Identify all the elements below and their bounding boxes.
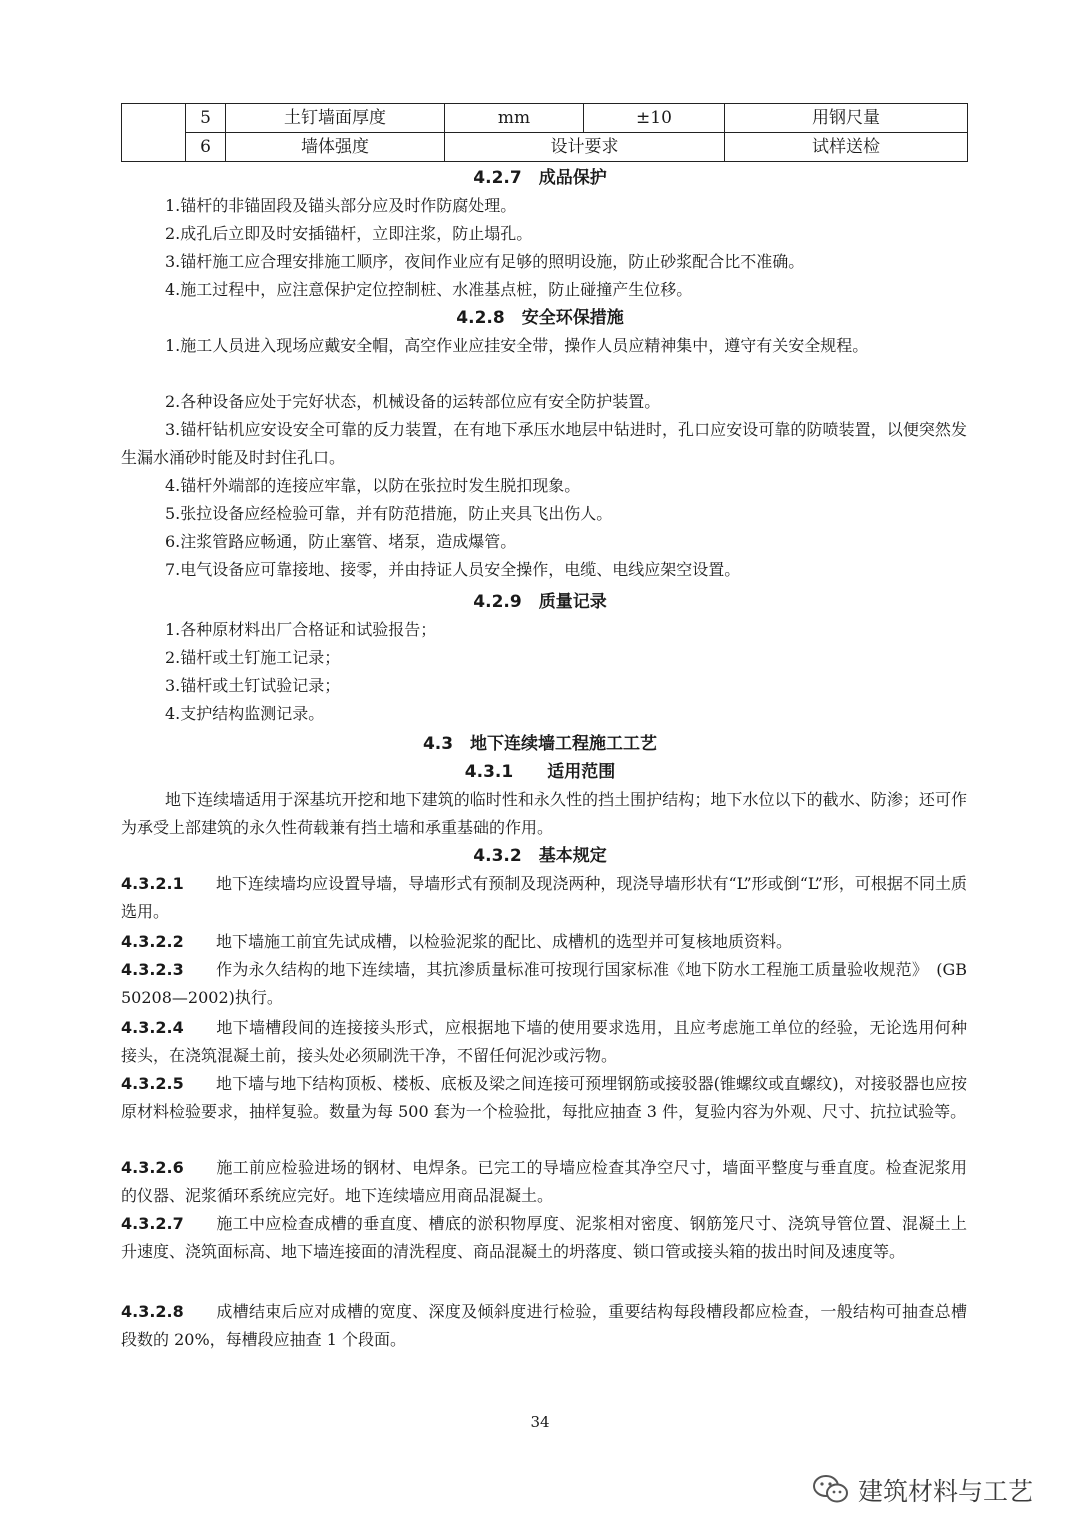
- page-number: 34: [530, 1413, 550, 1431]
- section-heading-4-3-2: 4.3.2 基本规定: [473, 846, 607, 866]
- paragraph: 地下连续墙适用于深基坑开挖和地下建筑的临时性和永久性的挡土围护结构；地下水位以下的截水、防渗；还可作为承受上部建筑的永久性荷载兼有挡土墙和承重基础的作用。: [121, 790, 967, 837]
- check-method: 试样送检: [725, 133, 968, 162]
- row-number: 5: [186, 104, 226, 133]
- clause-4-3-2-1: [121, 870, 967, 926]
- table-row: [122, 133, 968, 162]
- clause-number: 4.3.2.1: [121, 874, 184, 893]
- clause-number: 4.3.2.3: [121, 960, 184, 979]
- wechat-icon: [812, 1474, 850, 1506]
- section-heading-4-2-9: 4.2.9 质量记录: [473, 592, 607, 612]
- list-item: 6.注浆管路应畅通，防止塞管、堵泵，造成爆管。: [165, 532, 517, 551]
- clause-text: 地下墙槽段间的连接接头形式，应根据地下墙的使用要求选用，且应考虑施工单位的经验，无论选用何种接头，在浇筑混凝土前，接头处必须刷洗干净，不留任何泥沙或污物。: [121, 1018, 967, 1065]
- clause-number: 4.3.2.5: [121, 1074, 184, 1093]
- clause-text: 施工前应检验进场的钢材、电焊条。已完工的导墙应检查其净空尺寸，墙面平整度与垂直度。检查泥浆用的仪器、泥浆循环系统应完好。地下连续墙应用商品混凝土。: [121, 1158, 967, 1205]
- row-number: 6: [186, 133, 226, 162]
- list-item: 2.锚杆或土钉施工记录；: [165, 648, 341, 667]
- list-item: 1.施工人员进入现场应戴安全帽，高空作业应挂安全带，操作人员应精神集中，遵守有关安全规程。: [165, 336, 869, 355]
- clause-4-3-2-3: [121, 956, 967, 1012]
- list-item: 5.张拉设备应经检验可靠，并有防范措施，防止夹具飞出伤人。: [165, 504, 613, 523]
- check-item: 土钉墙面厚度: [226, 104, 445, 133]
- watermark: [812, 1470, 1033, 1510]
- chapter-heading-4-3: 4.3 地下连续墙工程施工工艺: [422, 734, 658, 754]
- clause-text: 地下墙与地下结构顶板、楼板、底板及梁之间连接可预埋钢筋或接驳器(锥螺纹或直螺纹)，对接驳器也应按原材料检验要求，抽样复验。数量为每 500 套为一个检验批，每批应抽查 3 件，复验内容为外观、尺寸、抗拉试验等。: [121, 1074, 967, 1121]
- list-item: 4.锚杆外端部的连接应牢靠，以防在张拉时发生脱扣现象。: [165, 476, 581, 495]
- clause-4-3-2-7: [121, 1210, 967, 1266]
- list-item: 1.锚杆的非锚固段及锚头部分应及时作防腐处理。: [165, 196, 517, 215]
- tolerance-table: [121, 103, 968, 162]
- clause-number: 4.3.2.6: [121, 1158, 184, 1177]
- section-heading-4-2-8: 4.2.8 安全环保措施: [456, 308, 624, 328]
- check-method: 用钢尺量: [725, 104, 968, 133]
- list-item: 7.电气设备应可靠接地、接零，并由持证人员安全操作，电缆、电线应架空设置。: [165, 560, 741, 579]
- list-item: 1.各种原材料出厂合格证和试验报告；: [165, 620, 437, 639]
- clause-number: 4.3.2.7: [121, 1214, 184, 1233]
- clause-number: 4.3.2.4: [121, 1018, 184, 1037]
- requirement-cell: 设计要求: [445, 133, 725, 162]
- check-item: 墙体强度: [226, 133, 445, 162]
- clause-text: 成槽结束后应对成槽的宽度、深度及倾斜度进行检验，重要结构每段槽段都应检查，一般结构可抽查总槽段数的 20%，每槽段应抽查 1 个段面。: [121, 1302, 967, 1349]
- section-heading-4-2-7: 4.2.7 成品保护: [473, 168, 607, 188]
- clause-4-3-2-6: [121, 1154, 967, 1210]
- watermark-text: 建筑材料与工艺: [858, 1477, 1034, 1506]
- table-cell-empty: [122, 104, 186, 162]
- list-item: 2.成孔后立即及时安插锚杆，立即注浆，防止塌孔。: [165, 224, 533, 243]
- clause-4-3-2-5: [121, 1070, 967, 1126]
- table-row: [122, 104, 968, 133]
- list-item: 4.施工过程中，应注意保护定位控制桩、水准基点桩，防止碰撞产生位移。: [165, 280, 693, 299]
- clause-text: 作为永久结构的地下连续墙，其抗渗质量标准可按现行国家标准《地下防水工程施工质量验收规范》 (GB 50208—2002)执行。: [121, 960, 967, 1007]
- clause-text: 地下墙施工前宜先试成槽，以检验泥浆的配比、成槽机的选型并可复核地质资料。: [216, 932, 793, 951]
- clause-number: 4.3.2.8: [121, 1302, 184, 1321]
- list-item: 3.锚杆钻机应安设安全可靠的反力装置，在有地下承压水地层中钻进时，孔口应安设可靠的防喷装置，以便突然发生漏水涌砂时能及时封住孔口。: [121, 420, 967, 467]
- section-heading-4-3-1: 4.3.1 适用范围: [464, 762, 616, 782]
- list-item: 2.各种设备应处于完好状态，机械设备的运转部位应有安全防护装置。: [165, 392, 661, 411]
- list-item: 4.支护结构监测记录。: [165, 704, 325, 723]
- clause-4-3-2-4: [121, 1014, 967, 1070]
- list-item: 3.锚杆或土钉试验记录；: [165, 676, 341, 695]
- unit-cell: mm: [445, 104, 584, 133]
- list-item: 3.锚杆施工应合理安排施工顺序，夜间作业应有足够的照明设施，防止砂浆配合比不准确。: [165, 252, 805, 271]
- clause-text: 地下连续墙均应设置导墙，导墙形式有预制及现浇两种，现浇导墙形状有“L”形或倒“L”形，可根据不同土质选用。: [121, 874, 967, 921]
- tolerance-value: ±10: [584, 104, 725, 133]
- clause-number: 4.3.2.2: [121, 932, 184, 951]
- clause-4-3-2-8: [121, 1298, 967, 1354]
- clause-4-3-2-2: [121, 928, 967, 956]
- clause-text: 施工中应检查成槽的垂直度、槽底的淤积物厚度、泥浆相对密度、钢筋笼尺寸、浇筑导管位置、混凝土上升速度、浇筑面标高、地下墙连接面的清洗程度、商品混凝土的坍落度、锁口管或接头箱的拔出时间及速度等。: [121, 1214, 967, 1261]
